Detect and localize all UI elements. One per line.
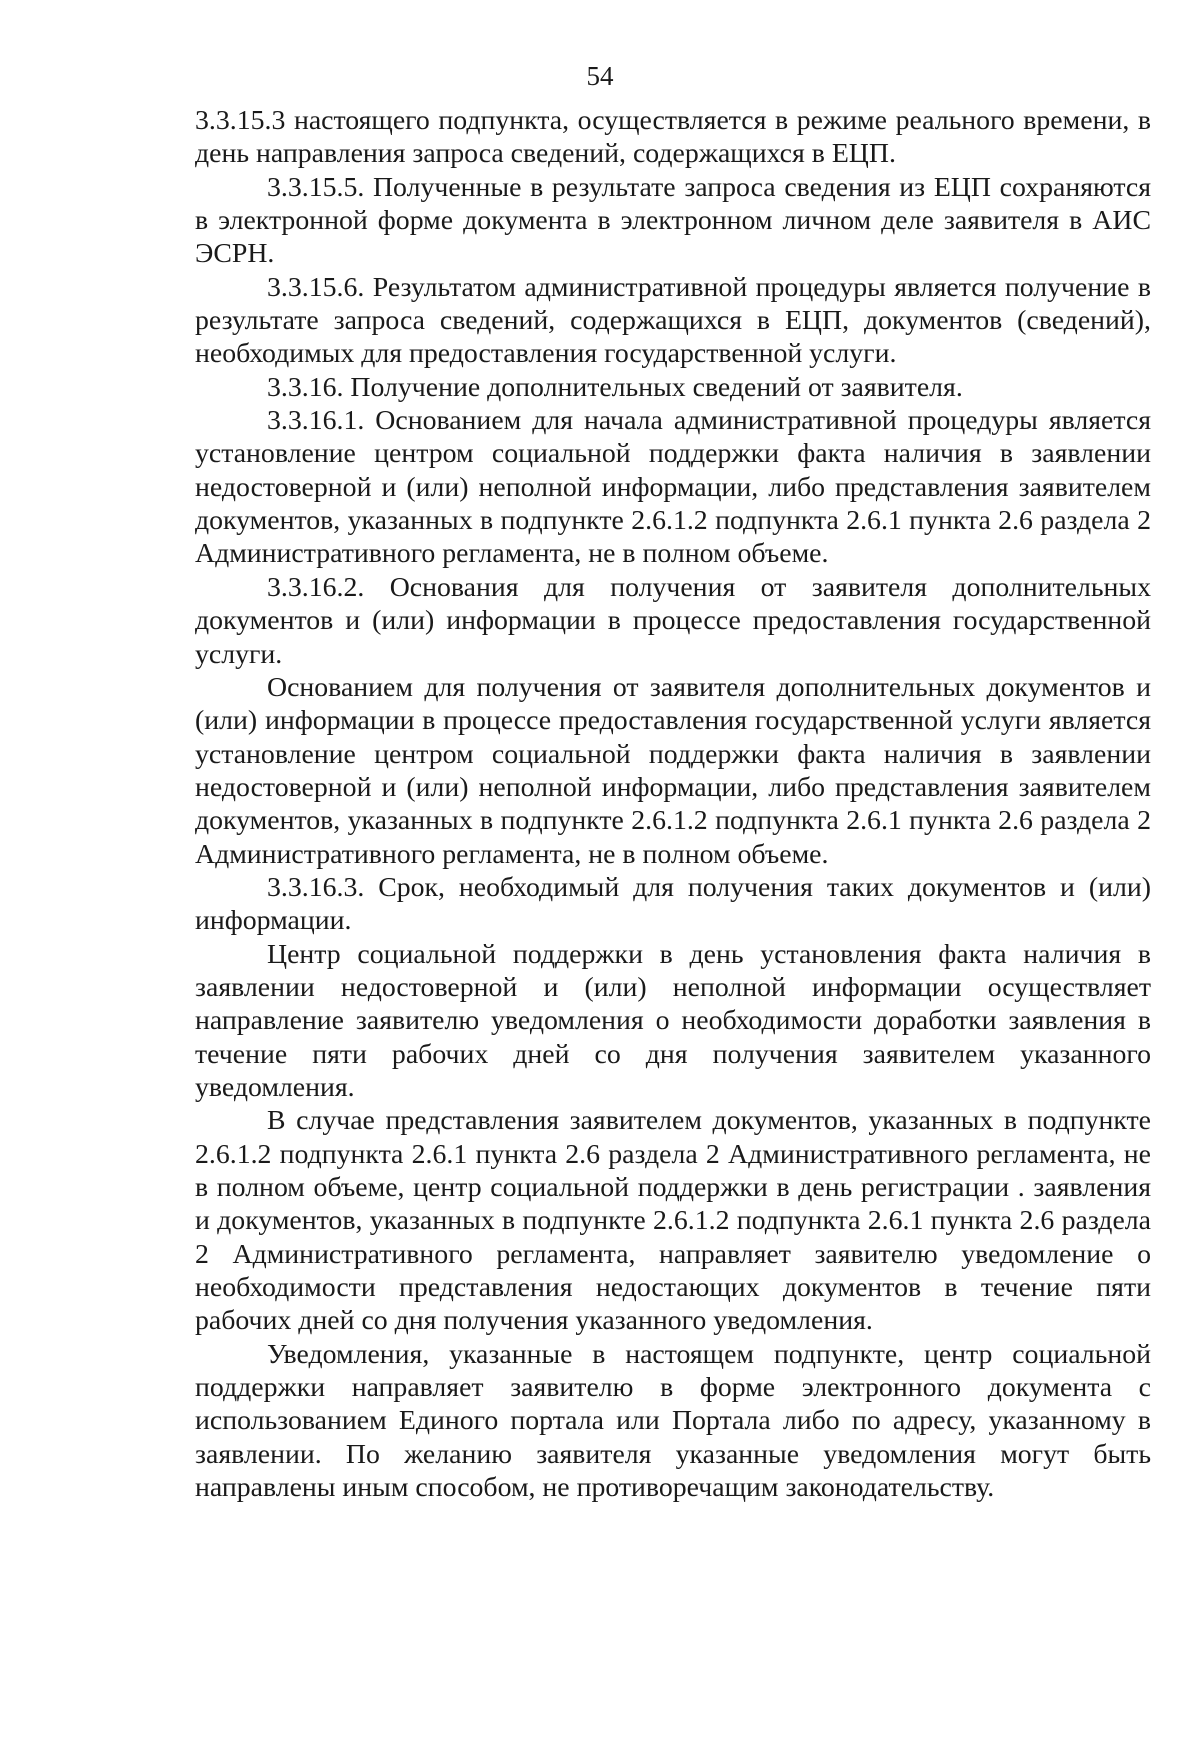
paragraph: 3.3.16.2. Основания для получения от заявителя дополнительных документов и (или) информации в процессе предоставления государственной услуги. <box>195 571 1151 670</box>
paragraph: Основанием для получения от заявителя дополнительных документов и (или) информации в процессе предоставления государственной услуги является установление центром социальной поддержки факта наличия в заявлении недостоверной и (или) неполной информации, либо представления заявителем документов, указанных в подпункте 2.6.1.2 подпункта 2.6.1 пункта 2.6 раздела 2 Административного регламента, не в полном объеме. <box>195 671 1151 870</box>
paragraph: Уведомления, указанные в настоящем подпункте, центр социальной поддержки направляет заявителю в форме электронного документа с использованием Единого портала или Портала либо по адресу, указанному в заявлении. По желанию заявителя указанные уведомления могут быть направлены иным способом, не противоречащим законодательству. <box>195 1338 1151 1504</box>
paragraph: 3.3.16.3. Срок, необходимый для получения таких документов и (или) информации. <box>195 871 1151 937</box>
page-number: 54 <box>586 61 614 91</box>
document-body <box>195 104 1151 1504</box>
paragraph: 3.3.15.3 настоящего подпункта, осуществляется в режиме реального времени, в день направления запроса сведений, содержащихся в ЕЦП. <box>195 105 1151 170</box>
paragraph: 3.3.15.6. Результатом административной процедуры является получение в результате запроса сведений, содержащихся в ЕЦП, документов (сведений), необходимых для предоставления государственной услуги. <box>195 271 1151 370</box>
paragraph: Центр социальной поддержки в день установления факта наличия в заявлении недостоверной и (или) неполной информации осуществляет направление заявителю уведомления о необходимости доработки заявления в течение пяти рабочих дней со дня получения заявителем указанного уведомления. <box>195 938 1151 1103</box>
paragraph: 3.3.16.1. Основанием для начала административной процедуры является установление центром социальной поддержки факта наличия в заявлении недостоверной и (или) неполной информации, либо представления заявителем документов, указанных в подпункте 2.6.1.2 подпункта 2.6.1 пункта 2.6 раздела 2 Административного регламента, не в полном объеме. <box>195 405 1151 570</box>
paragraph: 3.3.16. Получение дополнительных сведений от заявителя. <box>267 371 963 403</box>
paragraph: 3.3.15.5. Полученные в результате запроса сведения из ЕЦП сохраняются в электронной форме документа в электронном личном деле заявителя в АИС ЭСРН. <box>195 171 1151 270</box>
paragraph: В случае представления заявителем документов, указанных в подпункте 2.6.1.2 подпункта 2.6.1 пункта 2.6 раздела 2 Административного регламента, не в полном объеме, центр социальной поддержки в день регистрации . заявления и документов, указанных в подпункте 2.6.1.2 подпункта 2.6.1 пункта 2.6 раздела 2 Административного регламента, направляет заявителю уведомление о необходимости представления недостающих документов в течение пяти рабочих дней со дня получения указанного уведомления. <box>195 1105 1151 1337</box>
